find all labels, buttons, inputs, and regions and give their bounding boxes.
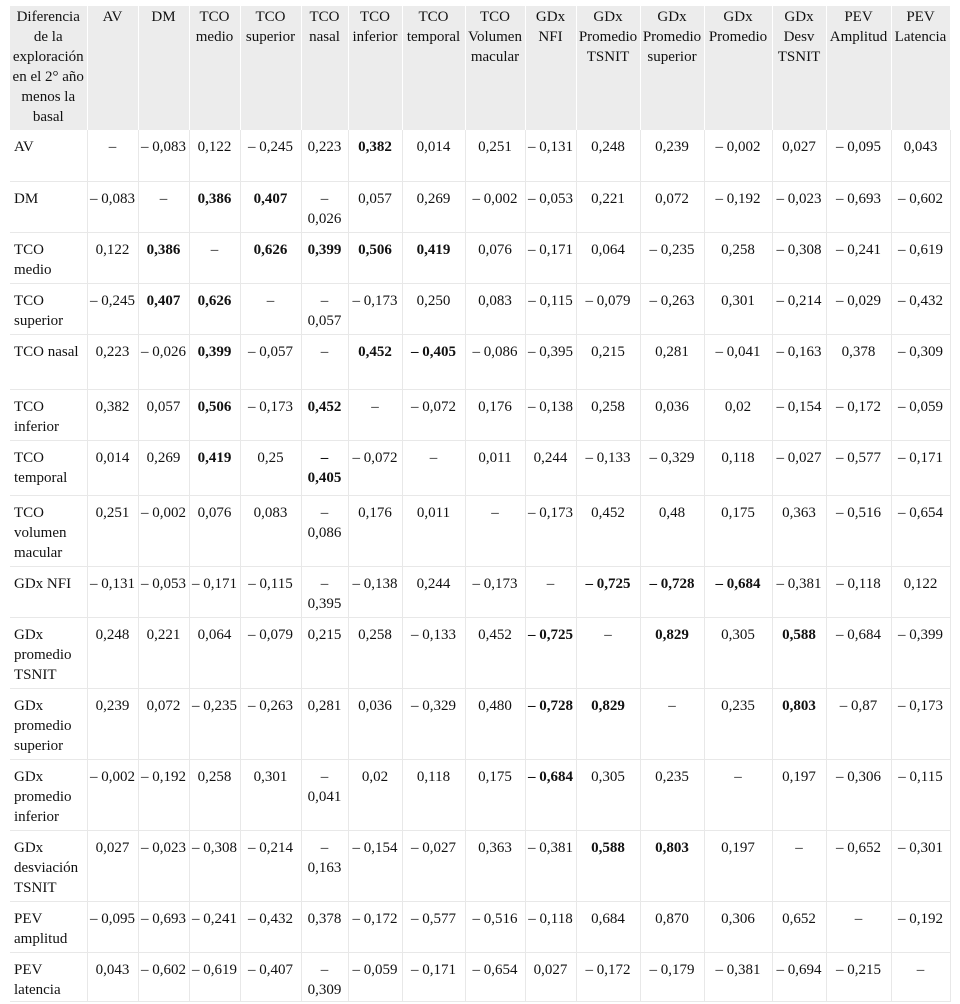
row-label: GDx NFI	[10, 566, 87, 617]
table-cell: – 0,002	[704, 130, 772, 181]
table-cell: 0,043	[87, 952, 138, 1001]
column-header: TCO medio	[189, 6, 240, 130]
table-cell: 0,122	[891, 566, 950, 617]
table-cell: 0,221	[576, 181, 640, 232]
table-cell: 0,076	[465, 232, 525, 283]
table-cell: – 0,728	[640, 566, 704, 617]
table-cell: – 0,684	[704, 566, 772, 617]
table-cell: 0,269	[402, 181, 465, 232]
table-cell: – 0,694	[772, 952, 826, 1001]
table-cell: –	[402, 440, 465, 495]
table-cell: 0,014	[87, 440, 138, 495]
table-cell: –	[348, 389, 402, 440]
table-cell: 0,452	[348, 334, 402, 389]
table-cell: – 0,728	[525, 688, 576, 759]
table-cell: – 0,263	[240, 688, 301, 759]
table-cell: – 0,053	[525, 181, 576, 232]
table-row	[10, 617, 950, 688]
table-cell: –	[138, 181, 189, 232]
table-cell: 0,250	[402, 283, 465, 334]
table-row	[10, 759, 950, 830]
table-cell: – 0,172	[576, 952, 640, 1001]
table-cell: 0,175	[704, 495, 772, 566]
table-cell: – 0,002	[138, 495, 189, 566]
table-row	[10, 334, 950, 389]
table-cell: – 0,684	[525, 759, 576, 830]
table-cell: 0,378	[301, 901, 348, 952]
table-cell: 0,251	[465, 130, 525, 181]
table-row	[10, 495, 950, 566]
table-cell: – 0,083	[138, 130, 189, 181]
table-cell: – 0,173	[525, 495, 576, 566]
table-cell: – 0,041	[301, 759, 348, 830]
table-cell: 0,036	[640, 389, 704, 440]
table-cell: – 0,693	[138, 901, 189, 952]
table-cell: – 0,059	[891, 389, 950, 440]
table-cell: – 0,154	[348, 830, 402, 901]
table-cell: 0,223	[301, 130, 348, 181]
table-cell: 0,407	[138, 283, 189, 334]
table-cell: – 0,241	[189, 901, 240, 952]
table-cell: 0,386	[138, 232, 189, 283]
table-cell: 0,223	[87, 334, 138, 389]
table-cell: 0,118	[704, 440, 772, 495]
row-label: AV	[10, 130, 87, 181]
table-row	[10, 232, 950, 283]
table-cell: – 0,245	[240, 130, 301, 181]
table-cell: 0,258	[189, 759, 240, 830]
table-cell: 0,235	[640, 759, 704, 830]
column-header: TCO nasal	[301, 6, 348, 130]
table-cell: – 0,057	[301, 283, 348, 334]
table-cell: 0,043	[891, 130, 950, 181]
table-cell: 0,064	[576, 232, 640, 283]
table-cell: – 0,072	[402, 389, 465, 440]
row-label: TCO superior	[10, 283, 87, 334]
table-cell: – 0,002	[465, 181, 525, 232]
table-cell: – 0,432	[891, 283, 950, 334]
table-cell: – 0,083	[87, 181, 138, 232]
table-cell: – 0,095	[87, 901, 138, 952]
row-label: TCO nasal	[10, 334, 87, 389]
table-cell: – 0,115	[525, 283, 576, 334]
table-cell: –	[240, 283, 301, 334]
table-row	[10, 130, 950, 181]
table-cell: – 0,214	[240, 830, 301, 901]
table-cell: 0,829	[640, 617, 704, 688]
table-cell: – 0,725	[576, 566, 640, 617]
row-label: TCO medio	[10, 232, 87, 283]
table-cell: 0,258	[704, 232, 772, 283]
table-cell: –	[826, 901, 891, 952]
table-cell: –	[189, 232, 240, 283]
table-cell: 0,215	[301, 617, 348, 688]
table-cell: 0,399	[301, 232, 348, 283]
table-cell: 0,118	[402, 759, 465, 830]
table-cell: – 0,399	[891, 617, 950, 688]
table-cell: – 0,432	[240, 901, 301, 952]
table-cell: 0,452	[576, 495, 640, 566]
table-cell: 0,122	[189, 130, 240, 181]
table-cell: – 0,619	[891, 232, 950, 283]
table-cell: – 0,179	[640, 952, 704, 1001]
table-cell: – 0,118	[826, 566, 891, 617]
table-cell: – 0,308	[189, 830, 240, 901]
correlation-table-container	[10, 6, 950, 1002]
table-cell: –	[576, 617, 640, 688]
table-cell: – 0,163	[772, 334, 826, 389]
table-cell: – 0,133	[576, 440, 640, 495]
table-cell: 0,057	[138, 389, 189, 440]
table-body	[10, 130, 950, 1001]
table-cell: – 0,115	[240, 566, 301, 617]
column-header: PEV Amplitud	[826, 6, 891, 130]
table-cell: 0,305	[576, 759, 640, 830]
table-cell: – 0,172	[826, 389, 891, 440]
column-header: GDx Promedio TSNIT	[576, 6, 640, 130]
column-header: TCO inferior	[348, 6, 402, 130]
table-cell: – 0,577	[826, 440, 891, 495]
table-cell: 0,02	[348, 759, 402, 830]
table-cell: 0,870	[640, 901, 704, 952]
table-row	[10, 181, 950, 232]
table-cell: – 0,173	[240, 389, 301, 440]
table-cell: 0,014	[402, 130, 465, 181]
table-cell: 0,027	[525, 952, 576, 1001]
table-cell: 0,076	[189, 495, 240, 566]
table-cell: –	[525, 566, 576, 617]
table-cell: – 0,023	[138, 830, 189, 901]
column-header: TCO Volumen macular	[465, 6, 525, 130]
table-cell: – 0,306	[826, 759, 891, 830]
table-row	[10, 283, 950, 334]
table-cell: 0,419	[402, 232, 465, 283]
table-cell: 0,506	[348, 232, 402, 283]
table-row	[10, 440, 950, 495]
table-cell: 0,064	[189, 617, 240, 688]
row-label: PEV latencia	[10, 952, 87, 1001]
table-cell: –	[640, 688, 704, 759]
table-cell: 0,684	[576, 901, 640, 952]
table-cell: – 0,171	[891, 440, 950, 495]
table-cell: 0,244	[402, 566, 465, 617]
column-header: TCO temporal	[402, 6, 465, 130]
table-cell: – 0,619	[189, 952, 240, 1001]
table-cell: 0,258	[576, 389, 640, 440]
table-cell: 0,588	[772, 617, 826, 688]
table-cell: – 0,652	[826, 830, 891, 901]
table-cell: – 0,171	[402, 952, 465, 1001]
table-cell: – 0,171	[525, 232, 576, 283]
table-cell: – 0,173	[465, 566, 525, 617]
row-label: TCO temporal	[10, 440, 87, 495]
column-header: PEV Latencia	[891, 6, 950, 130]
table-cell: – 0,057	[240, 334, 301, 389]
table-cell: 0,176	[348, 495, 402, 566]
table-cell: 0,506	[189, 389, 240, 440]
table-cell: – 0,086	[301, 495, 348, 566]
table-cell: 0,244	[525, 440, 576, 495]
row-label: GDx desviación TSNIT	[10, 830, 87, 901]
table-cell: – 0,041	[704, 334, 772, 389]
table-cell: – 0,516	[826, 495, 891, 566]
table-cell: – 0,192	[891, 901, 950, 952]
table-cell: – 0,263	[640, 283, 704, 334]
table-cell: – 0,154	[772, 389, 826, 440]
table-cell: 0,197	[772, 759, 826, 830]
table-cell: 0,235	[704, 688, 772, 759]
table-cell: 0,25	[240, 440, 301, 495]
table-row	[10, 389, 950, 440]
table-cell: 0,382	[348, 130, 402, 181]
table-cell: – 0,027	[772, 440, 826, 495]
table-cell: – 0,026	[138, 334, 189, 389]
table-cell: – 0,87	[826, 688, 891, 759]
table-cell: 0,248	[87, 617, 138, 688]
table-cell: – 0,053	[138, 566, 189, 617]
table-cell: – 0,133	[402, 617, 465, 688]
table-cell: – 0,654	[891, 495, 950, 566]
table-cell: 0,301	[704, 283, 772, 334]
table-cell: – 0,138	[525, 389, 576, 440]
table-cell: 0,829	[576, 688, 640, 759]
table-cell: – 0,131	[525, 130, 576, 181]
column-header: DM	[138, 6, 189, 130]
table-cell: 0,803	[640, 830, 704, 901]
table-cell: –	[891, 952, 950, 1001]
table-cell: – 0,381	[704, 952, 772, 1001]
table-cell: 0,452	[465, 617, 525, 688]
table-row	[10, 566, 950, 617]
table-cell: 0,269	[138, 440, 189, 495]
row-label: TCO volumen macular	[10, 495, 87, 566]
table-cell: – 0,214	[772, 283, 826, 334]
table-cell: 0,48	[640, 495, 704, 566]
table-cell: – 0,059	[348, 952, 402, 1001]
table-cell: 0,02	[704, 389, 772, 440]
table-cell: 0,305	[704, 617, 772, 688]
table-cell: 0,011	[465, 440, 525, 495]
table-cell: – 0,192	[704, 181, 772, 232]
table-cell: – 0,027	[402, 830, 465, 901]
table-cell: – 0,173	[348, 283, 402, 334]
table-cell: – 0,405	[402, 334, 465, 389]
table-cell: – 0,163	[301, 830, 348, 901]
table-cell: 0,011	[402, 495, 465, 566]
column-header: GDx Promedio superior	[640, 6, 704, 130]
table-cell: –	[465, 495, 525, 566]
header-row	[10, 6, 950, 130]
table-cell: – 0,115	[891, 759, 950, 830]
table-cell: – 0,245	[87, 283, 138, 334]
table-cell: 0,363	[465, 830, 525, 901]
table-cell: 0,197	[704, 830, 772, 901]
table-cell: 0,480	[465, 688, 525, 759]
table-cell: – 0,241	[826, 232, 891, 283]
table-cell: – 0,172	[348, 901, 402, 952]
table-cell: – 0,002	[87, 759, 138, 830]
table-cell: 0,382	[87, 389, 138, 440]
table-cell: 0,258	[348, 617, 402, 688]
table-cell: – 0,309	[301, 952, 348, 1001]
table-cell: – 0,301	[891, 830, 950, 901]
table-cell: 0,239	[640, 130, 704, 181]
table-cell: –	[704, 759, 772, 830]
table-cell: 0,239	[87, 688, 138, 759]
table-cell: – 0,381	[525, 830, 576, 901]
table-cell: 0,281	[640, 334, 704, 389]
table-cell: – 0,725	[525, 617, 576, 688]
table-cell: – 0,023	[772, 181, 826, 232]
table-cell: 0,221	[138, 617, 189, 688]
table-cell: – 0,602	[891, 181, 950, 232]
table-row	[10, 830, 950, 901]
table-row	[10, 901, 950, 952]
table-cell: 0,175	[465, 759, 525, 830]
table-row	[10, 952, 950, 1001]
column-header: AV	[87, 6, 138, 130]
table-cell: – 0,138	[348, 566, 402, 617]
table-cell: 0,407	[240, 181, 301, 232]
table-cell: 0,215	[576, 334, 640, 389]
table-cell: 0,027	[87, 830, 138, 901]
row-label: TCO inferior	[10, 389, 87, 440]
table-cell: – 0,235	[640, 232, 704, 283]
table-cell: – 0,215	[826, 952, 891, 1001]
row-label: DM	[10, 181, 87, 232]
table-cell: 0,072	[138, 688, 189, 759]
table-cell: – 0,118	[525, 901, 576, 952]
column-header: GDx NFI	[525, 6, 576, 130]
table-cell: – 0,192	[138, 759, 189, 830]
table-cell: 0,626	[240, 232, 301, 283]
table-cell: 0,083	[465, 283, 525, 334]
row-label: GDx promedio TSNIT	[10, 617, 87, 688]
table-cell: – 0,029	[826, 283, 891, 334]
table-cell: – 0,171	[189, 566, 240, 617]
table-cell: – 0,405	[301, 440, 348, 495]
table-cell: 0,386	[189, 181, 240, 232]
table-cell: 0,083	[240, 495, 301, 566]
corner-header: Diferencia de la exploración en el 2° año menos la basal	[10, 6, 87, 130]
table-cell: – 0,131	[87, 566, 138, 617]
table-cell: – 0,079	[576, 283, 640, 334]
table-cell: 0,281	[301, 688, 348, 759]
table-cell: 0,588	[576, 830, 640, 901]
table-cell: – 0,654	[465, 952, 525, 1001]
table-cell: – 0,395	[525, 334, 576, 389]
table-cell: –	[772, 830, 826, 901]
table-cell: – 0,079	[240, 617, 301, 688]
table-cell: 0,306	[704, 901, 772, 952]
row-label: GDx promedio superior	[10, 688, 87, 759]
table-cell: – 0,308	[772, 232, 826, 283]
table-cell: 0,419	[189, 440, 240, 495]
correlation-table	[10, 6, 951, 1002]
column-header: TCO superior	[240, 6, 301, 130]
table-cell: 0,057	[348, 181, 402, 232]
row-label: PEV amplitud	[10, 901, 87, 952]
table-cell: 0,378	[826, 334, 891, 389]
table-cell: 0,072	[640, 181, 704, 232]
table-cell: – 0,329	[402, 688, 465, 759]
table-cell: 0,626	[189, 283, 240, 334]
table-cell: 0,122	[87, 232, 138, 283]
table-cell: – 0,577	[402, 901, 465, 952]
table-cell: 0,176	[465, 389, 525, 440]
table-cell: – 0,602	[138, 952, 189, 1001]
table-cell: 0,803	[772, 688, 826, 759]
column-header: GDx Promedio	[704, 6, 772, 130]
table-cell: – 0,684	[826, 617, 891, 688]
table-cell: 0,652	[772, 901, 826, 952]
table-cell: – 0,395	[301, 566, 348, 617]
table-cell: – 0,235	[189, 688, 240, 759]
table-cell: – 0,072	[348, 440, 402, 495]
table-cell: –	[301, 334, 348, 389]
table-cell: – 0,026	[301, 181, 348, 232]
table-cell: – 0,407	[240, 952, 301, 1001]
table-cell: – 0,309	[891, 334, 950, 389]
table-cell: – 0,693	[826, 181, 891, 232]
table-cell: 0,251	[87, 495, 138, 566]
table-cell: –	[87, 130, 138, 181]
table-cell: 0,027	[772, 130, 826, 181]
row-label: GDx promedio inferior	[10, 759, 87, 830]
table-row	[10, 688, 950, 759]
table-cell: 0,363	[772, 495, 826, 566]
table-cell: 0,248	[576, 130, 640, 181]
table-cell: – 0,173	[891, 688, 950, 759]
table-cell: – 0,329	[640, 440, 704, 495]
table-cell: 0,452	[301, 389, 348, 440]
column-header: GDx Desv TSNIT	[772, 6, 826, 130]
table-cell: 0,036	[348, 688, 402, 759]
table-cell: – 0,095	[826, 130, 891, 181]
table-cell: – 0,086	[465, 334, 525, 389]
table-cell: – 0,516	[465, 901, 525, 952]
table-cell: 0,399	[189, 334, 240, 389]
table-cell: – 0,381	[772, 566, 826, 617]
table-cell: 0,301	[240, 759, 301, 830]
